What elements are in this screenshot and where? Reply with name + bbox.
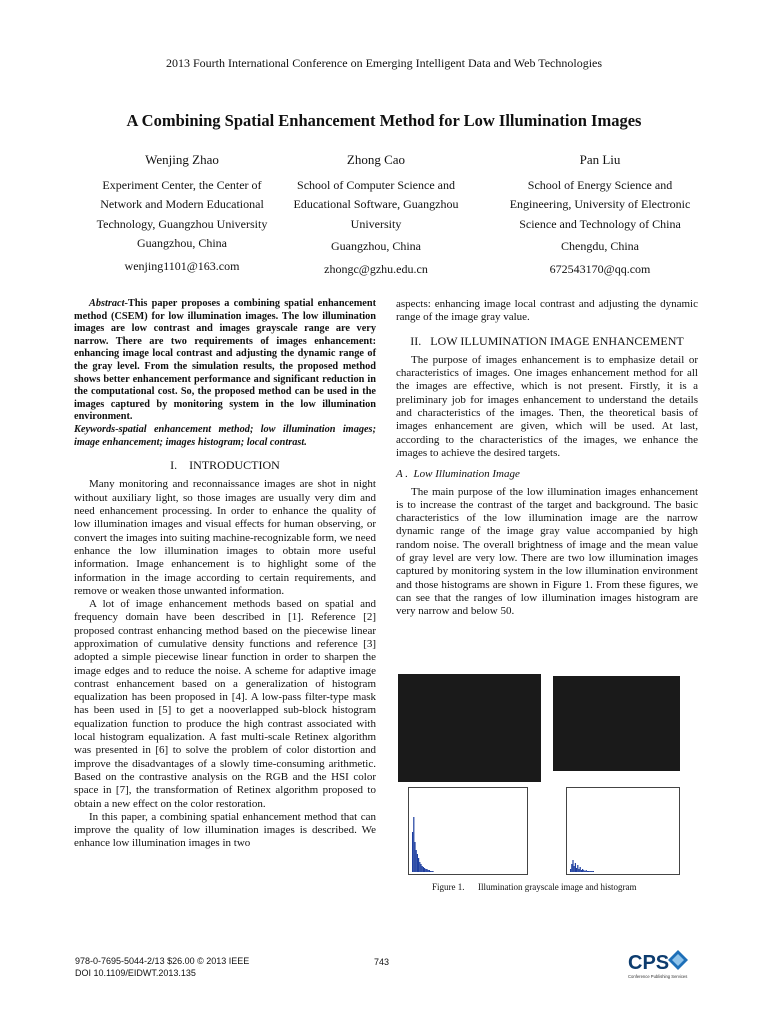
author-email: 672543170@qq.com <box>549 261 651 276</box>
author-affiliation-line: University <box>350 216 402 231</box>
histogram-bar <box>414 842 415 872</box>
section2-paragraph-1: The purpose of images enhancement is to emphasize detail or characteristics of images. One images enhancement method for all the images are effective, which is not present. Firstly, it is a preliminary job for images enhancement to understand the details and characteristics of the images. Then, the theoretical basis of images enhancement are given, which will be used. At last, according to the characteristics of the images, we enhance the images to achieve the desired targets. <box>396 353 698 459</box>
histogram-bar <box>572 860 573 872</box>
author-affiliation-line: School of Energy Science and <box>527 177 673 192</box>
histogram-bar <box>428 870 429 872</box>
section-heading-enhancement: II. LOW ILLUMINATION IMAGE ENHANCEMENT <box>410 333 684 348</box>
histogram-bar <box>418 858 419 872</box>
low-illumination-image-2 <box>553 676 680 771</box>
author-affiliation-line: School of Computer Science and <box>297 177 455 192</box>
figure-caption <box>432 882 636 892</box>
histogram-bar <box>590 871 591 872</box>
paper-title: A Combining Spatial Enhancement Method for Low Illumination Images <box>126 111 642 130</box>
footer-isbn: 978-0-7695-5044-2/13 $26.00 © 2013 IEEE <box>75 956 250 966</box>
author-city: Guangzhou, China <box>137 236 227 250</box>
intro-paragraph-1: Many monitoring and reconnaissance images are shot in night without auxiliary light, so those images are usually very dim and need enhancement processing. In order to enhance the quality of low illumination images and visual effects for human observing, or convert the images into suiting machine-recognizable form, we need enhance the low illumination images to obtain more useful information. Image enhancement is to highlight some of the information in the image according to certain requirements, and remove or weaken those unwanted information. <box>74 478 376 597</box>
histogram-frame <box>409 788 527 874</box>
histogram-bar <box>578 869 579 872</box>
histogram-bar <box>593 871 594 872</box>
histogram-bar <box>416 850 417 872</box>
histogram-bar <box>589 871 590 872</box>
author-affiliation-line: Educational Software, Guangzhou <box>293 197 459 211</box>
author-city: Chengdu, China <box>561 239 639 253</box>
histogram-bar <box>423 867 424 872</box>
page-number: 743 <box>374 957 390 967</box>
section-heading-introduction: I. INTRODUCTION <box>170 458 280 473</box>
histogram-bar <box>571 864 572 872</box>
histogram-bar <box>429 870 430 872</box>
histogram-bar <box>582 869 583 872</box>
histogram-bar <box>576 868 577 872</box>
author-affiliation-line: Science and Technology of China <box>519 216 681 231</box>
author-affiliation-line: Technology, Guangzhou University <box>96 216 268 231</box>
histogram-bar <box>586 870 587 872</box>
logo-text: CPS <box>628 952 670 974</box>
author-name: Zhong Cao <box>346 152 406 167</box>
author-affiliation-line: Engineering, University of Electronic <box>509 197 691 211</box>
author-name: Wenjing Zhao <box>145 152 219 167</box>
histogram-bar <box>426 869 427 872</box>
histogram-bar <box>430 871 431 872</box>
logo-subtext: Conference Publishing Services <box>628 974 688 979</box>
histogram-bar <box>432 871 433 872</box>
abstract-label: Abstract- <box>89 298 128 309</box>
histogram-bar <box>587 871 588 872</box>
subsection-heading-low-illumination: A . Low Illumination Image <box>396 468 520 481</box>
histogram-bar <box>580 867 581 872</box>
author-name: Pan Liu <box>579 152 621 167</box>
author-3 <box>500 150 700 279</box>
author-affiliation-line: Network and Modern Educational <box>100 197 264 211</box>
cps-logo <box>628 944 692 984</box>
footer-copyright <box>75 955 249 979</box>
histogram-bar <box>584 871 585 872</box>
footer-doi: DOI 10.1109/EIDWT.2013.135 <box>75 968 196 978</box>
histogram-frame <box>567 788 679 874</box>
histogram-bar <box>417 854 418 872</box>
histogram-bar <box>425 869 426 872</box>
intro-paragraph-2: A lot of image enhancement methods based on spatial and frequency domain have been described in [1]. Reference [2] proposed contrast enhancing method based on the piecewise linear approximation of cumulative density functions and reference [3] adopted a simple piecewise linear function in order to sharpen the image edges and to reduce the noise. A scheme for adaptive image contrast enhancement based on a generalization of histogram equalization has been proposed in [4]. A low-pass filter-type mask has been used in [5] to get a nooverlapped sub-block histogram equalization function to produce the high contrast associated with local histogram equalization. A fast multi-scale Retinex algorithm was presented in [6] to solve the problem of color distortion and improve the disadvantages of a slowly time-consuming arithmetic. Based on the contrastive analysis on the RGB and the HSI color space in [7], the transformation of Retinex algorithm proposed to obtain a new effect on the color restoration. <box>74 598 376 810</box>
histogram-bar <box>420 864 421 872</box>
histogram-bar <box>583 870 584 872</box>
histogram-bar <box>575 863 576 872</box>
histogram-bar <box>592 871 593 872</box>
keywords: Keywords-spatial enhancement method; low illumination images; image enhancement; images histogram; local contrast. <box>74 423 376 448</box>
histogram-bar <box>570 869 571 872</box>
abstract-text: This paper proposes a combining spatial enhancement method (CSEM) for low illumination images. The low illumination images are low contrast and images grayscale range are very narrow. There are two requirements of images enhancement: enhancing image local contrast and adjusting the dynamic range of the gray level. From the simulation results, the proposed method shows better enhancement performance and significant reduction in the computational cost. So, the proposed method can be used in the images captured by monitoring system in the low illumination environment. <box>74 298 376 423</box>
histogram-bar <box>424 868 425 872</box>
histogram-bar <box>588 871 589 872</box>
left-column <box>74 298 376 851</box>
author-email: wenjing1101@163.com <box>124 258 240 273</box>
histogram-bar <box>431 871 432 872</box>
right-paragraph-continued: aspects: enhancing image local contrast and adjusting the dynamic range of the image gray value. <box>396 298 698 324</box>
section2a-paragraph-1: The main purpose of the low illumination images enhancement is to increase the contrast of the target and background. The basic characteristics of the low illumination image are the narrow dynamic range of the image gray value accompanied by high random noise. The overall brightness of image and the mean value of gray level are very low. There are two low illumination images captured by monitoring system in the low illumination environment and those histograms are shown in Figure 1. From these figures, we can see that the ranges of low illumination images histogram are very narrow and below 50. <box>396 485 698 618</box>
author-email: zhongc@gzhu.edu.cn <box>324 261 428 276</box>
histogram-bar <box>581 870 582 872</box>
histogram-2 <box>566 787 680 875</box>
figure-caption-label: Figure 1. <box>432 882 465 892</box>
histogram-bar <box>413 817 414 872</box>
abstract <box>74 298 376 424</box>
author-1 <box>82 150 282 276</box>
low-illumination-image-1 <box>398 674 541 782</box>
author-2 <box>276 150 476 279</box>
histogram-bar <box>574 866 575 872</box>
histogram-bar <box>422 866 423 872</box>
conference-header: 2013 Fourth International Conference on Emerging Intelligent Data and Web Technologies <box>165 56 603 70</box>
author-affiliation-line: Experiment Center, the Center of <box>102 177 262 192</box>
histogram-bar <box>577 865 578 872</box>
histogram-bar <box>412 832 413 872</box>
right-column <box>396 298 698 619</box>
histogram-bar <box>419 862 420 872</box>
figure-caption-text: Illumination grayscale image and histogram <box>478 882 637 892</box>
intro-paragraph-3: In this paper, a combining spatial enhancement method that can improve the quality of low illumination images is described. We enhance low illumination images in two <box>74 810 376 850</box>
histogram-1 <box>408 787 528 875</box>
author-city: Guangzhou, China <box>331 239 421 253</box>
